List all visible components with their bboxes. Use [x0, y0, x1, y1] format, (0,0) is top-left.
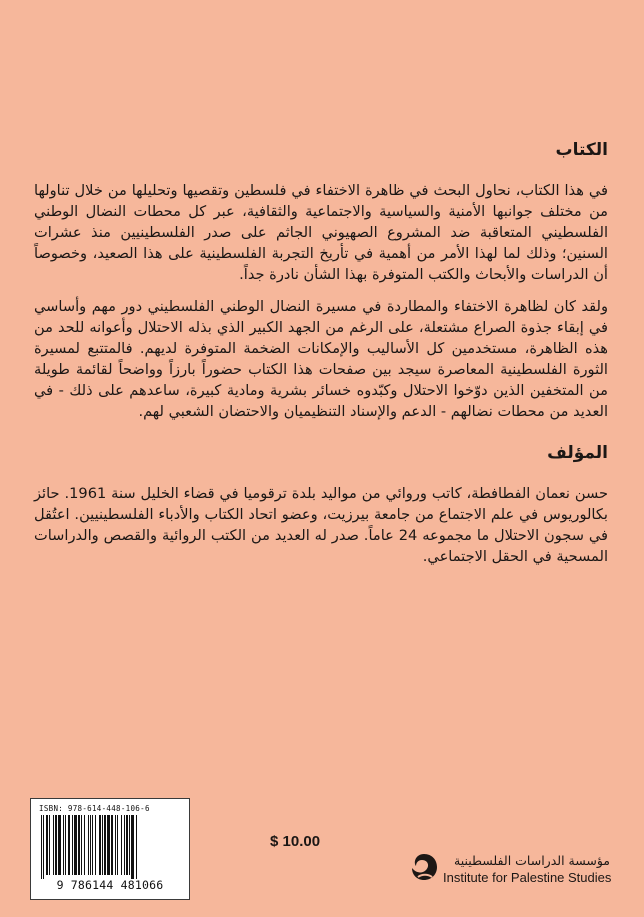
about-paragraph-2: ولقد كان لظاهرة الاختفاء والمطاردة في مسيرة النضال الوطني الفلسطيني دور مهم وأساسي في إبقاء جذوة الصراع مشتعلة، على الرغم من الجهد الكبير الذي بذله الاحتلال وأعوانه للحد من هذه الظاهرة، مستخدمين كل الأساليب والإمكانات الضخمة المتوفرة لديهم. فالمتتبع لمسيرة الثورة الفلسطينية المعاصرة سيجد بين صفحات هذا الكتاب حضوراً بارزاً وواضحاً لقائمة طويلة من المتخفين الذين دوّخوا الاحتلال وكبّدوه خسائر بشرية ومادية كبيرة، ساعدهم على ذلك - في العديد من محطات نضالهم - الدعم والإسناد التنظيميان والاحتضان الشعبي لهم. — [34, 298, 608, 420]
ips-logo-icon — [410, 852, 438, 882]
barcode-digits: 9 786144 481066 — [56, 878, 164, 892]
barcode-bars — [39, 815, 181, 879]
about-paragraph-1: في هذا الكتاب، نحاول البحث في ظاهرة الاختفاء في فلسطين وتقصيها وتحليلها من خلال تناولها من مختلف جوانبها الأمنية والسياسية والاجتماعية والثقافية، عبر كل محطات النضال الوطني الفلسطيني المتعاقبة ضد المشروع الصهيوني الجاثم على صدر الفلسطينيين منذ عشرات السنين؛ وذلك لما لهذا الأمر من أهمية في تأريخ التجربة الفلسطينية على هذا الصعيد، وخصوصاً أن الدراسات والأبحاث والكتب المتوفرة بهذا الشأن نادرة جداً. — [34, 182, 608, 283]
author-paragraph: حسن نعمان الفطافطة، كاتب وروائي من مواليد بلدة ترقوميا في قضاء الخليل سنة 1961. حائز بكالوريوس في علم الاجتماع من جامعة بيرزيت، وعضو اتحاد الكتاب والأدباء الفلسطينيين. اعتُقل في سجون الاحتلال ما مجموعه 24 عاماً. صدر له العديد من الكتب الروائية والقصص والدراسات المسحية في الحقل الاجتماعي. — [34, 485, 608, 565]
author-section-title: المؤلف — [547, 443, 608, 463]
barcode-box — [30, 798, 190, 900]
price-label: $ 10.00 — [270, 833, 321, 850]
publisher-name-arabic: مؤسسة الدراسات الفلسطينية — [454, 853, 610, 868]
isbn-label: ISBN: 978-614-448-106-6 — [39, 804, 150, 813]
about-section-title: الكتاب — [555, 140, 608, 160]
publisher-name-english: Institute for Palestine Studies — [443, 870, 612, 885]
